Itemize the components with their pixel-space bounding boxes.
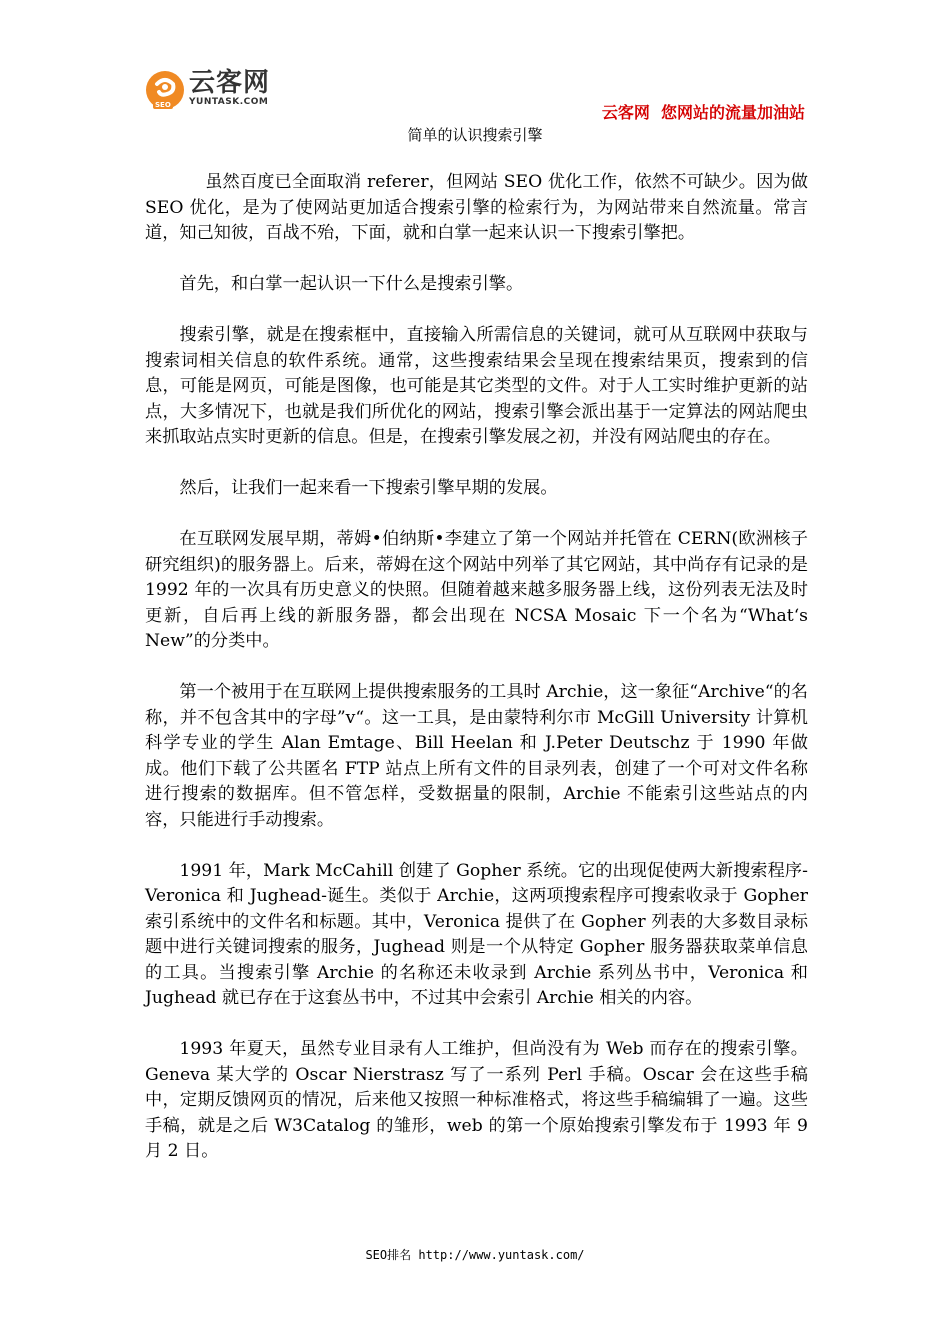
paragraph: 然后，让我们一起来看一下搜索引擎早期的发展。 [179,478,558,498]
document-body [145,170,808,1190]
footer-link[interactable]: SEO排名 http://www.yuntask.com/ [365,1248,585,1262]
paragraph: 在互联网发展早期，蒂姆•伯纳斯•李建立了第一个网站并托管在 CERN(欧洲核子研究组织)的服务器上。后来，蒂姆在这个网站中列举了其它网站，其中尚存有记录的是 1992 年的一次具有历史意义的快照。但随着越来越多服务器上线，这份列表无法及时更新，自后再上线的新服务器，都会出现在 NCSA Mosaic 下一个名为“What‘s New”的分类中。 [145,529,808,651]
paragraph: 虽然百度已全面取消 referer，但网站 SEO 优化工作，依然不可缺少。因为做 SEO 优化，是为了使网站更加适合搜索引擎的检索行为，为网站带来自然流量。常言道，知己知彼，百战不殆，下面，就和白掌一起来认识一下搜索引擎把。 [145,172,808,243]
paragraph: 1993 年夏天，虽然专业目录有人工维护，但尚没有为 Web 而存在的搜索引擎。Geneva 某大学的 Oscar Nierstrasz 写了一系列 Perl 手稿。Oscar 会在这些手稿中，定期反馈网页的情况，后来他又按照一种标准格式，将这些手稿编辑了一遍。这些手稿，就是之后 W3Catalog 的雏形，web 的第一个原始搜索引擎发布于 1993 年 9 月 2 日。 [145,1039,808,1161]
paragraph: 第一个被用于在互联网上提供搜索服务的工具时 Archie，这一象征“Archive“的名称，并不包含其中的字母”v“。这一工具，是由蒙特利尔市 McGill University 计算机科学专业的学生 Alan Emtage、Bill Heelan 和 J.Peter Deutschz 于 1990 年做成。他们下载了公共匿名 FTP 站点上所有文件的目录列表，创建了一个可对文件名称进行搜索的数据库。但不管怎样，受数据量的限制，Archie 不能索引这些站点的内容，只能进行手动搜索。 [145,682,808,830]
paragraph: 首先，和白掌一起认识一下什么是搜索引擎。 [179,274,524,294]
yuntask-logo [145,68,275,112]
paragraph: 1991 年，Mark McCahill 创建了 Gopher 系统。它的出现促使两大新搜索程序-Veronica 和 Jughead-诞生。类似于 Archie，这两项搜索程序可搜索收录于 Gopher 索引系统中的文件名和标题。其中，Veronica 提供了在 Gopher 列表的大多数目录标题中进行关键词搜索的服务，Jughead 则是一个从特定 Gopher 服务器获取菜单信息的工具。当搜索引擎 Archie 的名称还未收录到 Archie 系列丛书中，Veronica 和 Jughead 就已存在于这套丛书中，不过其中会索引 Archie 相关的内容。 [145,860,808,1008]
logo-subtext: YUNTASK.COM [189,97,269,107]
logo-text: 云客网 [189,68,271,98]
document-title: 简单的认识搜索引擎 [407,126,543,144]
logo-seo-badge: SEO [155,101,171,109]
paragraph: 搜索引擎，就是在搜索框中，直接输入所需信息的关键词，就可从互联网中获取与搜索词相关信息的软件系统。通常，这些搜索结果会呈现在搜索结果页，搜索到的信息，可能是网页，可能是图像，也可能是其它类型的文件。对于人工实时维护更新的站点，大多情况下，也就是我们所优化的网站，搜索引擎会派出基于一定算法的网站爬虫来抓取站点实时更新的信息。但是，在搜索引擎发展之初，并没有网站爬虫的存在。 [145,325,808,447]
header-slogan: 云客网 您网站的流量加油站 [601,103,805,122]
